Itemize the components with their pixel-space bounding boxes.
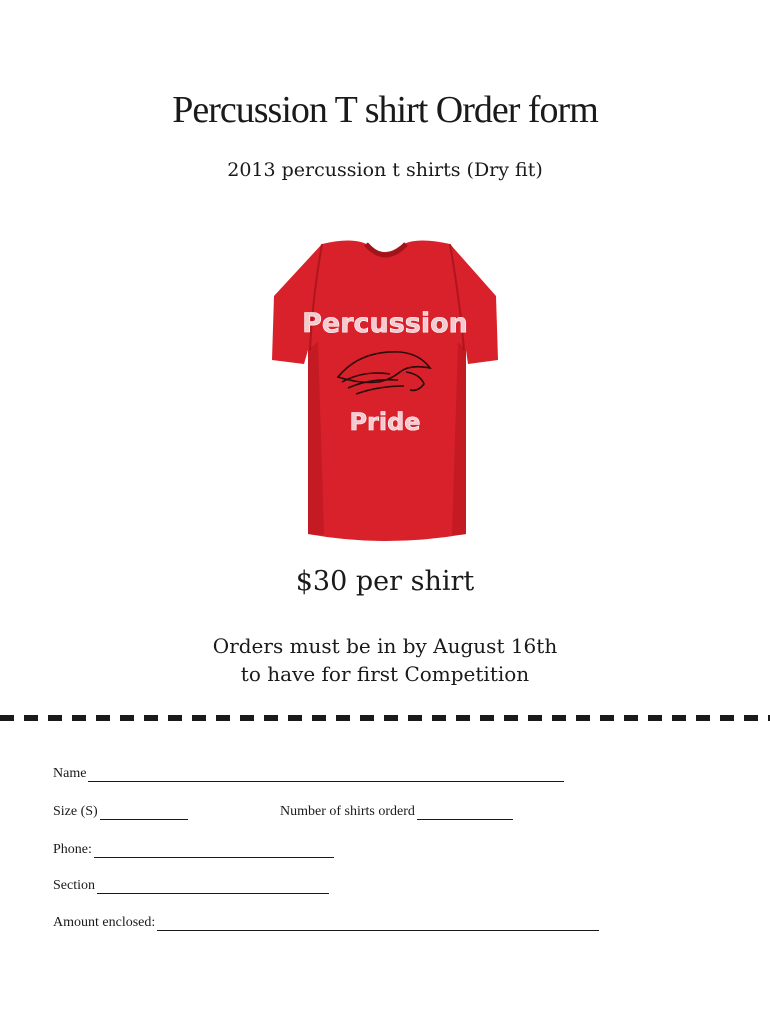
- name-input-line[interactable]: [88, 765, 564, 782]
- tshirt-print-bottom: Pride: [349, 408, 421, 436]
- deadline-line-2: to have for first Competition: [240, 662, 530, 686]
- tshirt-image: [260, 222, 510, 552]
- amount-field[interactable]: [53, 909, 599, 931]
- amount-label: Amount enclosed:: [53, 915, 156, 930]
- size-field[interactable]: [53, 798, 188, 820]
- name-label: Name: [53, 766, 87, 781]
- page-title: Percussion T shirt Order form: [172, 89, 598, 131]
- price-text: $30 per shirt: [295, 566, 475, 597]
- tshirt-icon: [260, 222, 510, 552]
- shirt-count-input-line[interactable]: [417, 803, 513, 820]
- size-label: Size (S): [53, 804, 98, 819]
- page-subtitle: 2013 percussion t shirts (Dry fit): [227, 159, 543, 181]
- section-field[interactable]: [53, 872, 329, 894]
- deadline-notice: [0, 632, 770, 688]
- tshirt-print-top: Percussion: [302, 308, 468, 339]
- section-label: Section: [53, 878, 95, 893]
- phone-label: Phone:: [53, 842, 92, 857]
- phone-field[interactable]: [53, 836, 334, 858]
- shirt-count-field[interactable]: [280, 798, 513, 820]
- amount-input-line[interactable]: [157, 914, 599, 931]
- name-field[interactable]: [53, 760, 564, 782]
- section-input-line[interactable]: [97, 877, 329, 894]
- cut-here-dashed-line: [0, 715, 770, 721]
- deadline-line-1: Orders must be in by August 16th: [212, 634, 558, 658]
- phone-input-line[interactable]: [94, 841, 334, 858]
- shirt-count-label: Number of shirts orderd: [280, 804, 415, 819]
- size-input-line[interactable]: [100, 803, 188, 820]
